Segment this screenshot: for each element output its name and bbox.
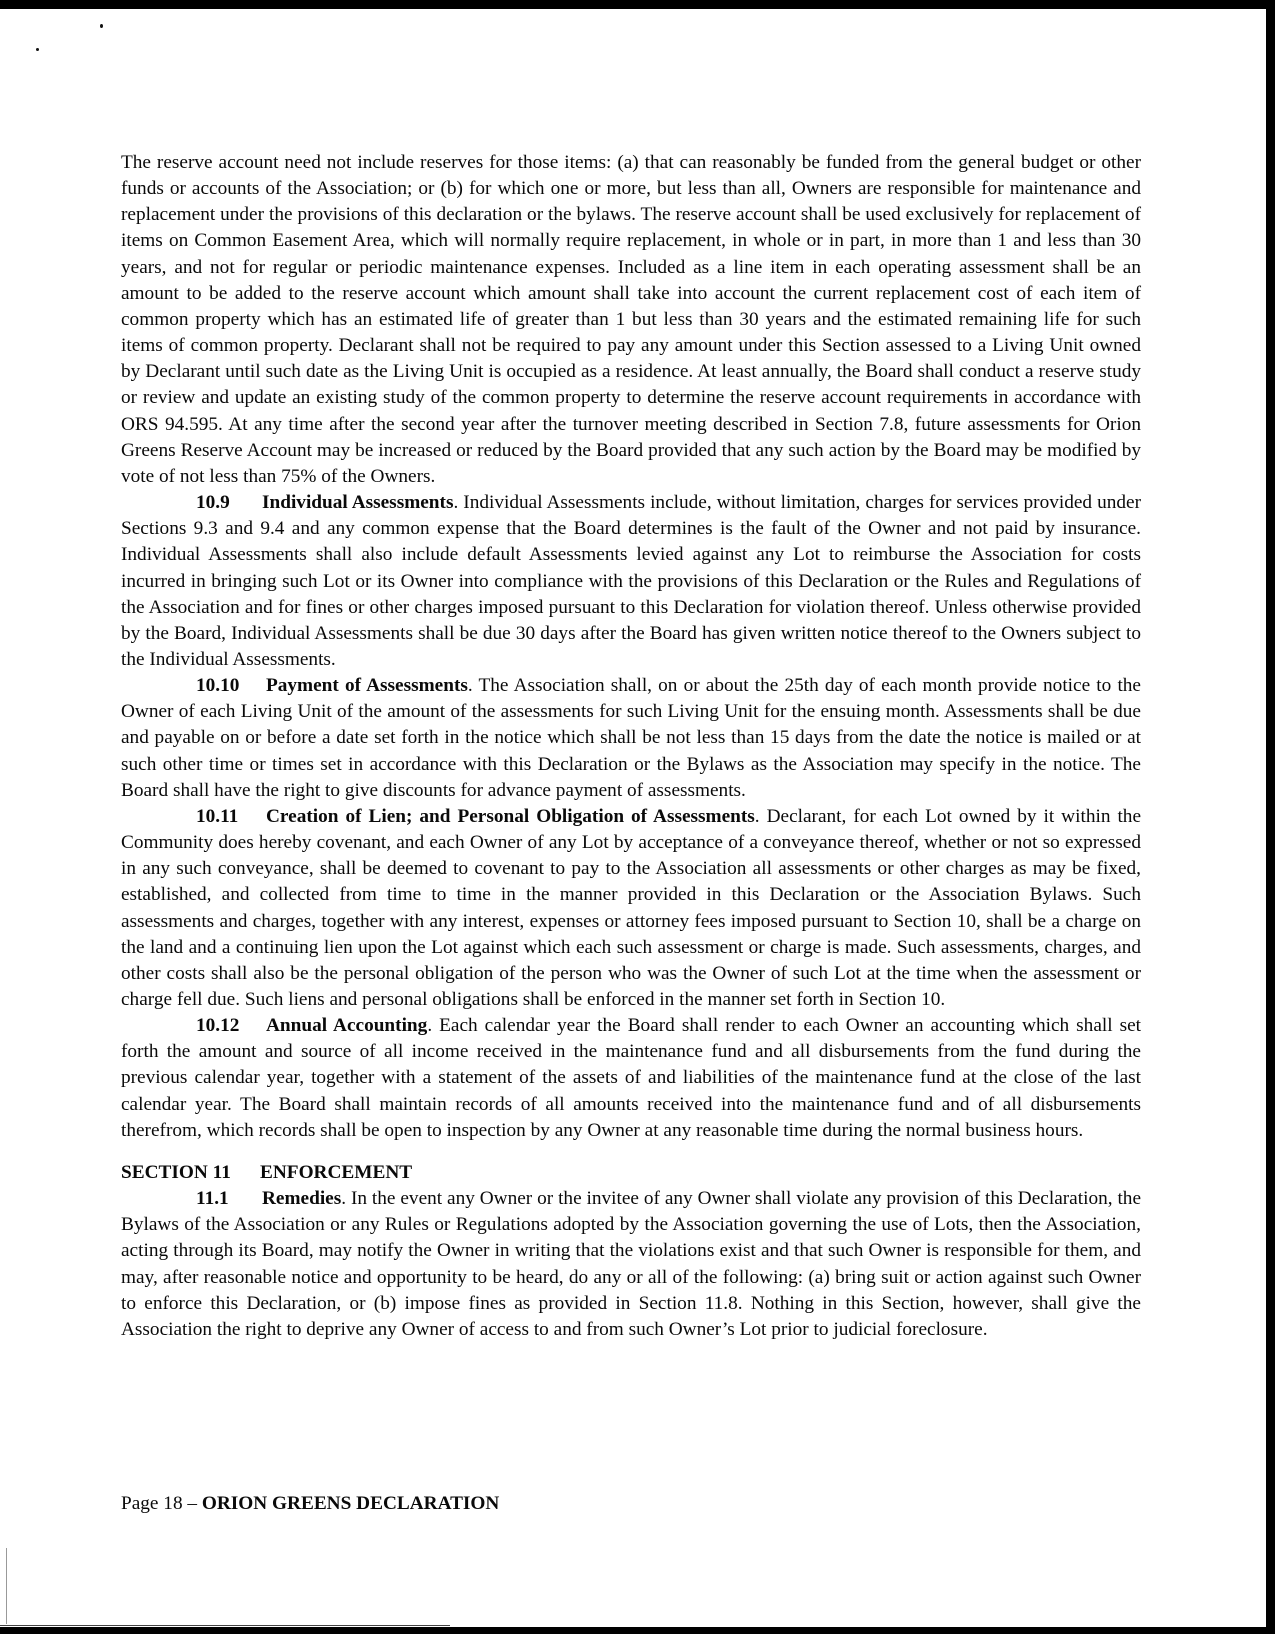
paragraph-reserve-account: The reserve account need not include reserves for those items: (a) that can reasonably be funded from the general budget or other funds or accounts of the Association; or (b) for which one or more, but less than all, Owners are responsible for maintenance and replacement under the provisions of this declaration or the bylaws. The reserve account shall be used exclusively for replacement of items on Common Easement Area, which will normally require replacement, in whole or in part, in more than 1 and less than 30 years, and not for regular or periodic maintenance expenses. Included as a line item in each operating assessment shall be an amount to be added to the reserve account which amount shall take into account the current replacement cost of each item of common property which has an estimated life of greater than 1 but less than 30 years and the estimated remaining life for such items of common property. Declarant shall not be required to pay any amount under this Section assessed to a Living Unit owned by Declarant until such date as the Living Unit is occupied as a residence. At least annually, the Board shall conduct a reserve study or review and update an existing study of the common property to determine the reserve account requirements in accordance with ORS 94.595. At any time after the second year after the turnover meeting described in Section 7.8, future assessments for Orion Greens Reserve Account may be increased or reduced by the Board provided that any such action by the Board may be modified by vote of not less than 75% of the Owners. [121, 152, 1141, 487]
section-text: . Declarant, for each Lot owned by it within the Community does hereby covenant, and each Owner of any Lot by acceptance of a conveyance thereof, whether or not so expressed in any such conveyance, shall be deemed to covenant to pay to the Association all assessments or other charges as may be fixed, established, and collected from time to time in the manner provided in this Declaration or the Association Bylaws. Such assessments and charges, together with any interest, expenses or attorney fees imposed pursuant to Section 10, shall be a charge on the land and a continuing lien upon the Lot against which each such assessment or charge is made. Such assessments, charges, and other costs shall also be the personal obligation of the person who was the Owner of such Lot at the time when the assessment or charge fell due. Such liens and personal obligations shall be enforced in the manner set forth in Section 10. [121, 805, 1141, 1010]
section-title: Individual Assessments [262, 492, 454, 514]
section-10-10 [121, 673, 1141, 804]
section-11-heading [121, 1160, 1141, 1186]
section-heading-number: SECTION 11 [121, 1161, 231, 1183]
scan-border-bottom [0, 1627, 1275, 1634]
section-10-11 [121, 804, 1141, 1013]
section-heading-title: ENFORCEMENT [260, 1161, 413, 1183]
section-number: 10.12 [196, 1015, 240, 1037]
page-footer [121, 1491, 499, 1517]
section-text: . In the event any Owner or the invitee of any Owner shall violate any provision of this Declaration, the Bylaws of the Association or any Rules or Regulations adopted by the Association governing the use of Lots, then the Association, acting through its Board, may notify the Owner in writing that the violations exist and that such Owner is responsible for them, and may, after reasonable notice and opportunity to be heard, do any or all of the following: (a) bring suit or action against such Owner to enforce this Declaration, or (b) impose fines as provided in Section 11.8. Nothing in this Section, however, shall give the Association the right to deprive any Owner of access to and from such Owner’s Lot prior to judicial foreclosure. [121, 1188, 1141, 1340]
section-title: Creation of Lien; and Personal Obligation of Assessments [266, 805, 755, 827]
section-number: 10.11 [196, 805, 239, 827]
section-number: 10.10 [196, 675, 240, 697]
section-10-9 [121, 490, 1141, 673]
section-title: Remedies [262, 1188, 342, 1210]
section-title: Annual Accounting [266, 1015, 428, 1037]
section-title: Payment of Assessments [266, 675, 468, 697]
section-11-1 [121, 1186, 1141, 1343]
scan-border-top [0, 0, 1275, 9]
footer-page-label: Page 18 – [121, 1493, 202, 1514]
scan-artifact-line [6, 1548, 7, 1624]
section-10-12 [121, 1013, 1141, 1144]
section-text: . Each calendar year the Board shall render to each Owner an accounting which shall set forth the amount and source of all income received in the maintenance fund and all disbursements from the fund during the previous calendar year, together with a statement of the assets of and liabilities of the maintenance fund at the close of the last calendar year. The Board shall maintain records of all amounts received into the maintenance fund and of all disbursements therefrom, which records shall be open to inspection by any Owner at any reasonable time during the normal business hours. [121, 1015, 1142, 1141]
document-body [121, 150, 1141, 1343]
scan-artifact-line [0, 1625, 450, 1626]
scan-speck [100, 24, 103, 28]
section-text: . Individual Assessments include, without limitation, charges for services provided under Sections 9.3 and 9.4 and any common expense that the Board determines is the fault of the Owner and not paid by insurance. Individual Assessments shall also include default Assessments levied against any Lot to reimburse the Association for costs incurred in bringing such Lot or its Owner into compliance with the provisions of this Declaration or the Rules and Regulations of the Association and for fines or other charges imposed pursuant to this Declaration for violation thereof. Unless otherwise provided by the Board, Individual Assessments shall be due 30 days after the Board has given written notice thereof to the Owners subject to the Individual Assessments. [121, 492, 1141, 670]
section-number: 11.1 [196, 1188, 229, 1210]
section-number: 10.9 [196, 492, 230, 514]
scan-border-right [1266, 0, 1275, 1634]
section-text: . The Association shall, on or about the 25th day of each month provide notice to the Owner of each Living Unit of the amount of the assessments for such Living Unit for the ensuing month. Assessments shall be due and payable on or before a date set forth in the notice which shall be not less than 15 days from the date the notice is mailed or at such other time or times set in accordance with this Declaration or the Bylaws as the Association may specify in the notice. The Board shall have the right to give discounts for advance payment of assessments. [121, 675, 1141, 801]
footer-document-title: ORION GREENS DECLARATION [201, 1493, 500, 1514]
scan-speck [36, 48, 39, 51]
